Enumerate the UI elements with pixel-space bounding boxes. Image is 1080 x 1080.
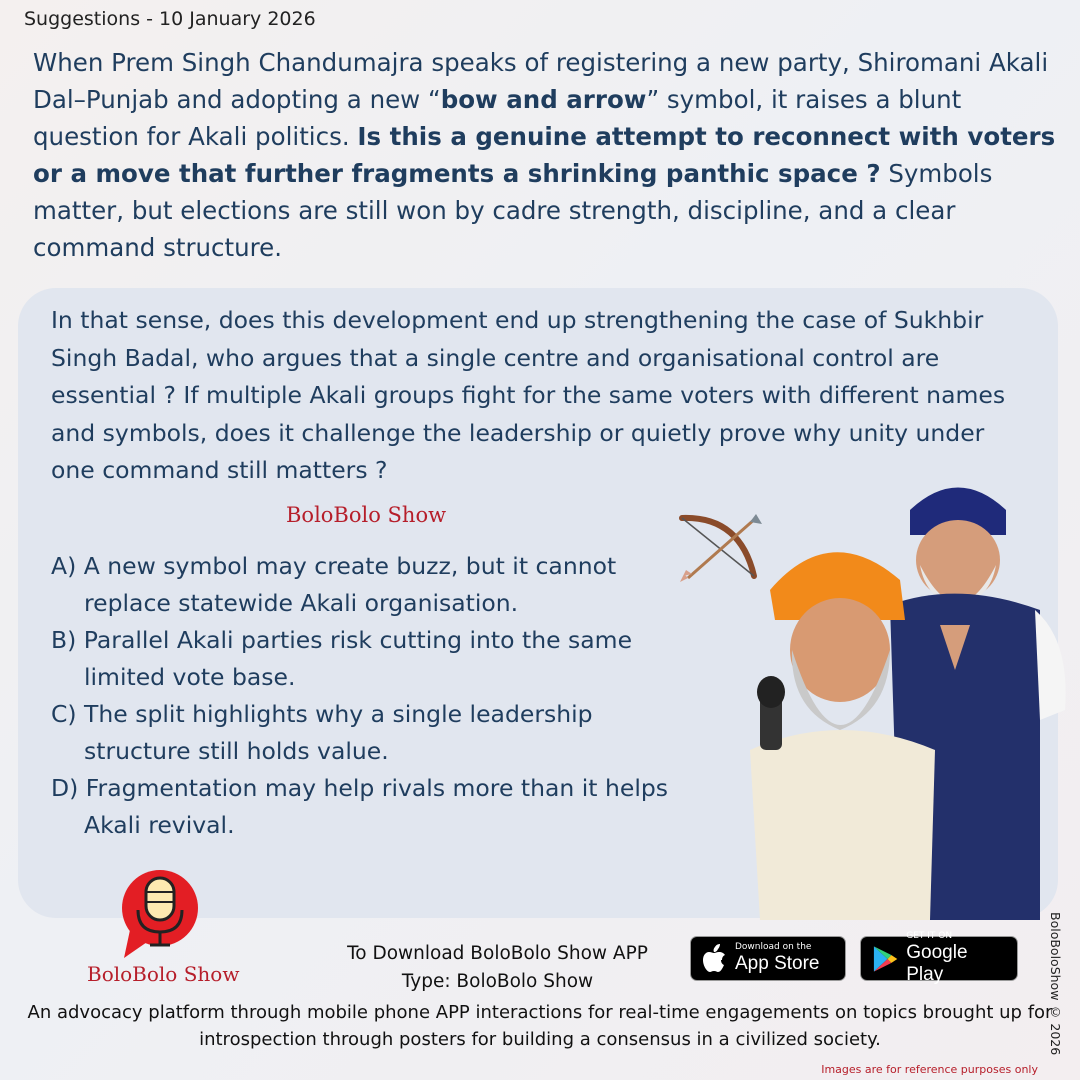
googleplay-big-text: Google Play: [906, 942, 968, 985]
option-b[interactable]: B) Parallel Akali parties risk cutting into the same limited vote base.: [51, 626, 633, 691]
brand-mark: BoloBolo Show: [286, 503, 447, 527]
download-line-2: Type: BoloBolo Show: [401, 971, 594, 992]
copyright-text: BoloBoloShow © 2026: [1048, 912, 1063, 1056]
option-d[interactable]: D) Fragmentation may help rivals more than it helps Akali revival.: [51, 774, 669, 839]
intro-text-2: ” symbol, it raises a blunt question for Akali politics.: [33, 85, 962, 151]
intro-text-1: When Prem Singh Chandumajra speaks of registering a new party, Shiromani Akali Dal–Punjab and adopting a new “: [33, 48, 1049, 114]
platform-tagline: An advocacy platform through mobile phone APP interactions for real-time engagements on topics brought up for introspection through posters for building a consensus in a civilized society.: [27, 1002, 1053, 1050]
intro-text-3: Symbols matter, but elections are still won by cadre strength, discipline, and a clear command structure.: [33, 159, 993, 262]
download-line-1: To Download BoloBolo Show APP: [347, 943, 648, 964]
googleplay-small-text: GET IT ON: [906, 931, 953, 941]
copyright-container: [1040, 912, 1080, 1062]
options-list: [51, 548, 701, 844]
download-instructions: [330, 940, 665, 996]
intro-bold-1: bow and arrow: [440, 85, 647, 114]
appstore-small-text: Download on the: [735, 942, 812, 952]
appstore-big-text: App Store: [735, 953, 820, 974]
google-play-icon: [871, 944, 898, 974]
app-store-badge[interactable]: [690, 936, 846, 981]
footer-brand: BoloBolo Show: [87, 962, 240, 986]
intro-paragraph: [33, 44, 1063, 266]
date-line: Suggestions - 10 January 2026: [24, 8, 316, 30]
leaders-illustration: [740, 470, 1075, 920]
question-text: In that sense, does this development end up strengthening the case of Sukhbir Singh Badal, who argues that a single centre and organisational control are essential ? If multiple Akali groups fight for the same voters with different names and symbols, does it challenge the leadership or quietly prove why unity under one command still matters ?: [51, 306, 1006, 484]
option-c[interactable]: C) The split highlights why a single leadership structure still holds value.: [51, 700, 593, 765]
image-disclaimer: Images are for reference purposes only: [821, 1063, 1038, 1076]
apple-icon: [701, 944, 727, 974]
google-play-badge[interactable]: [860, 931, 1018, 985]
microphone-logo-icon: [120, 868, 200, 963]
intro-bold-2: Is this a genuine attempt to reconnect with voters or a move that further fragments a shrinking panthic space ?: [33, 122, 1056, 188]
option-a[interactable]: A) A new symbol may create buzz, but it cannot replace statewide Akali organisation.: [51, 552, 617, 617]
